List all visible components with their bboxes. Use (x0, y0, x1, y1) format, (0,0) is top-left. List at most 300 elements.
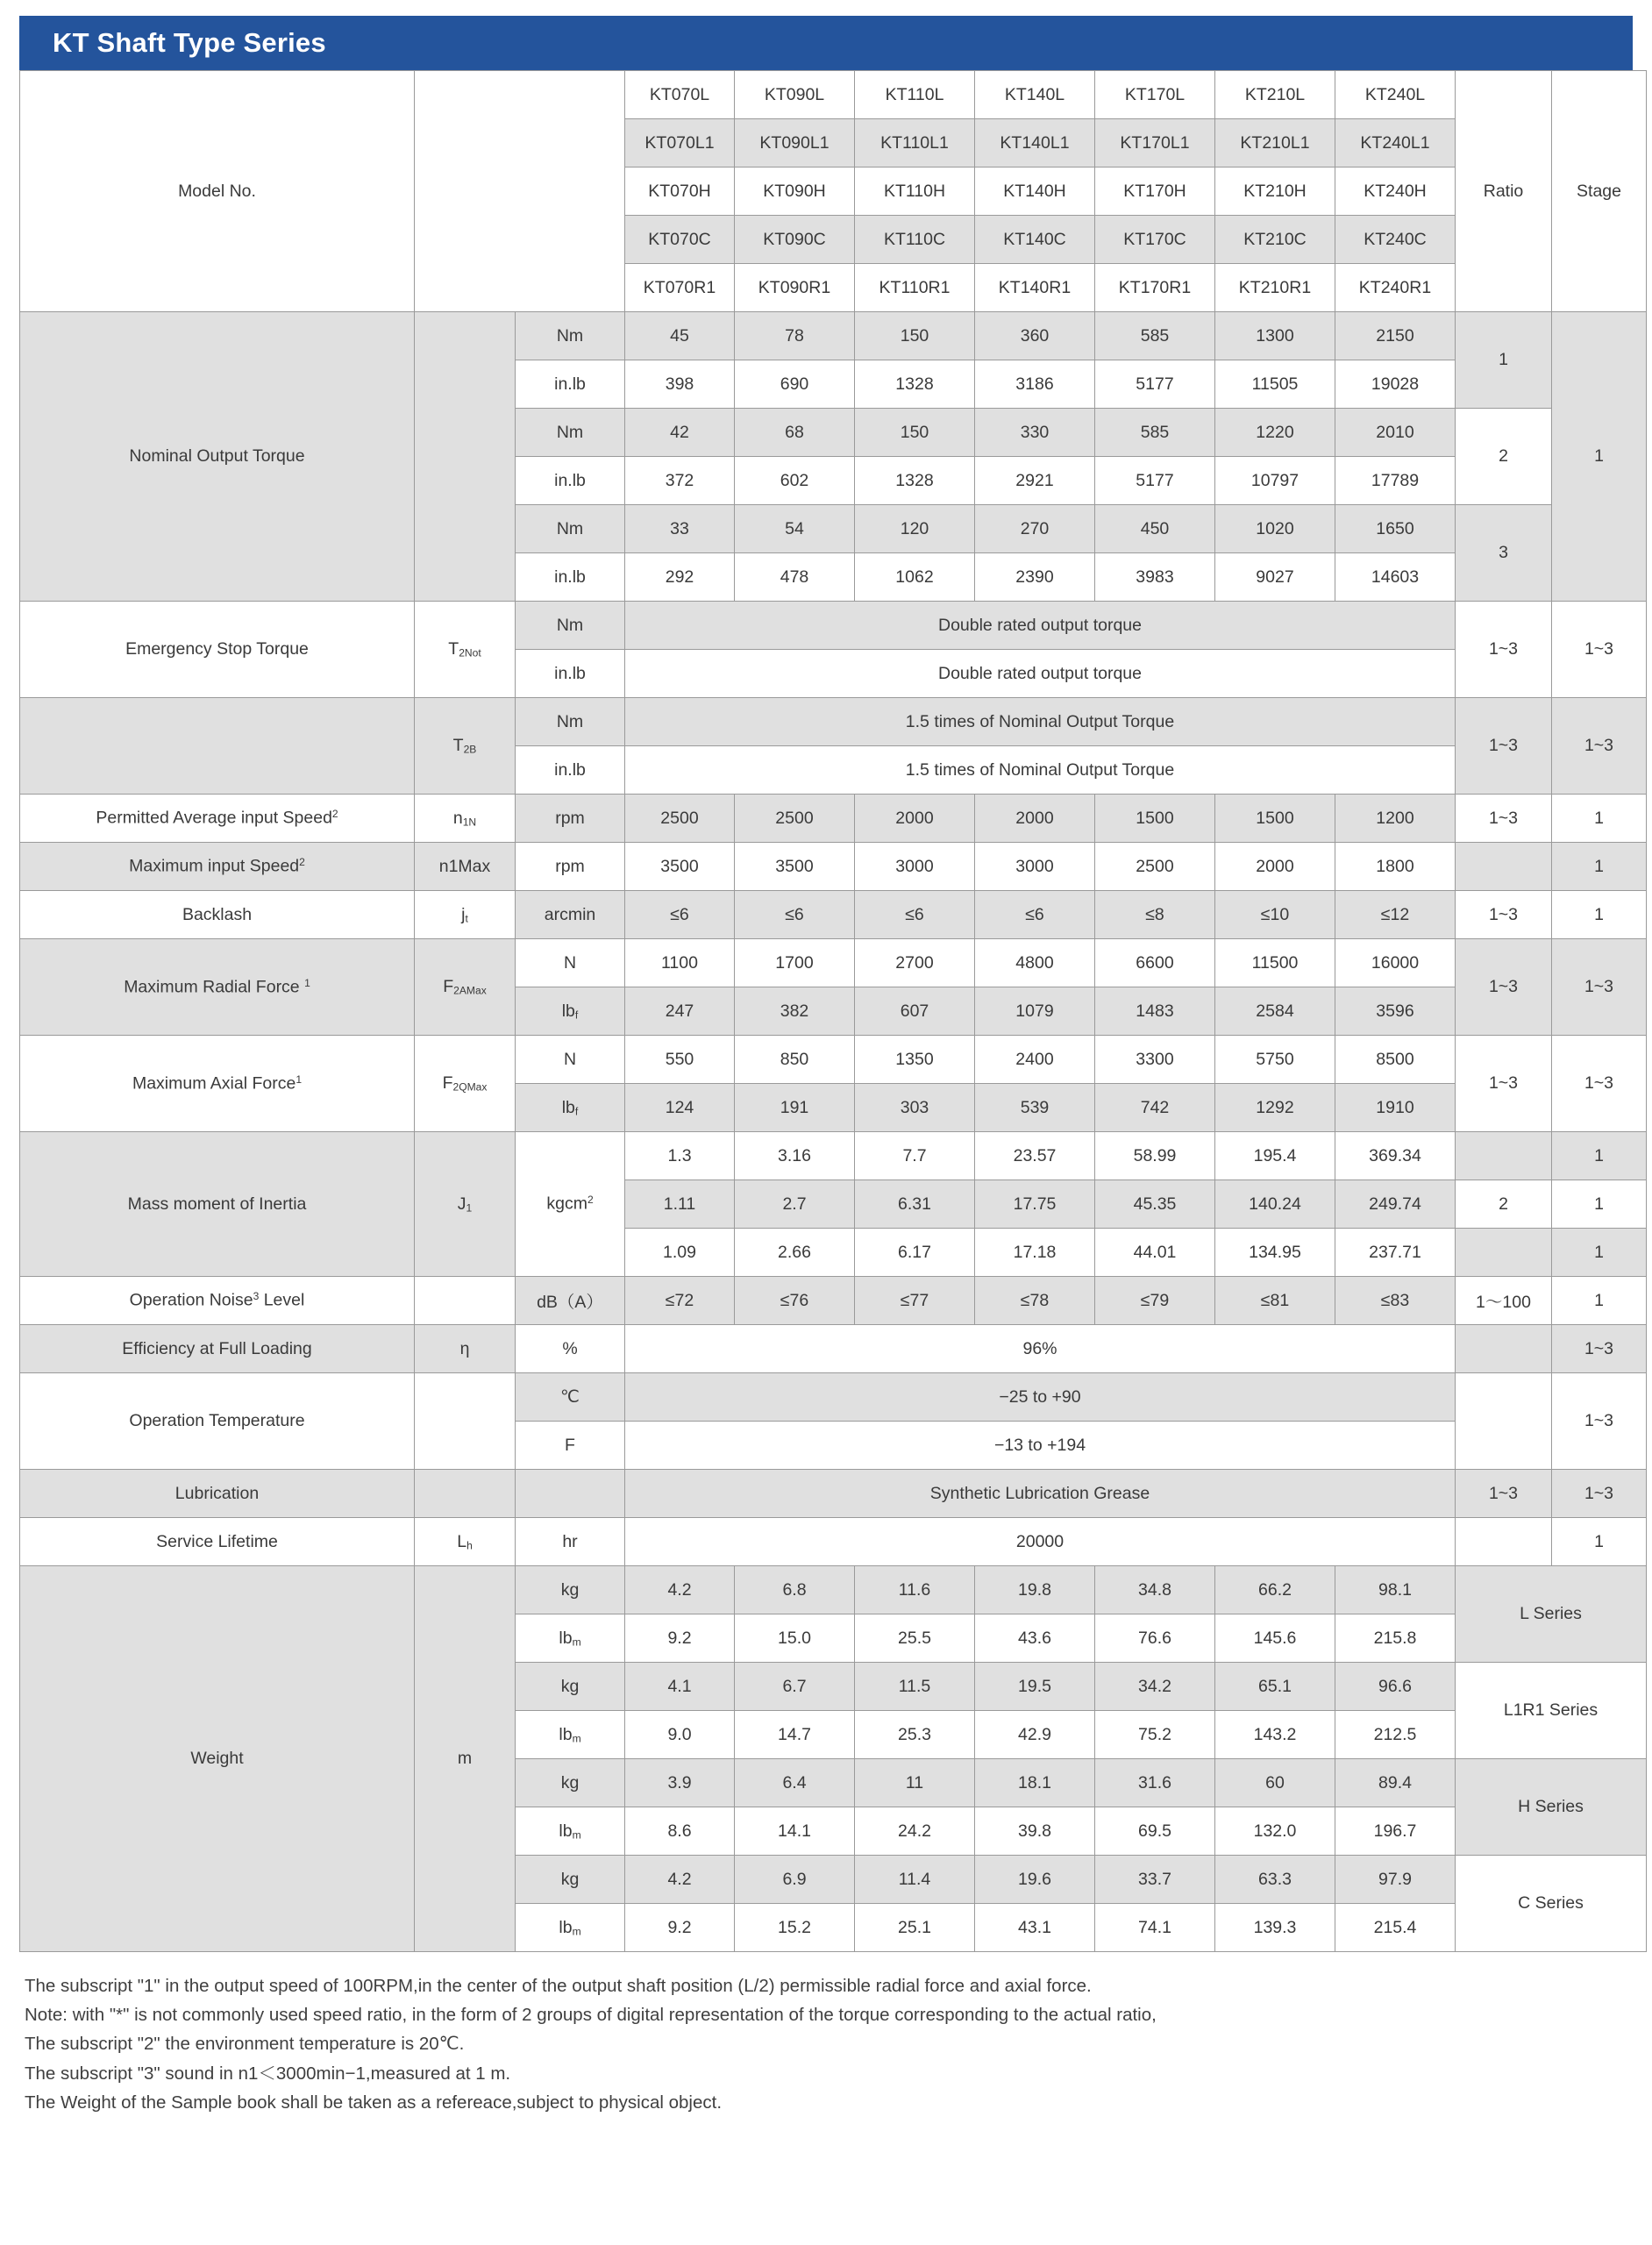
ratio-cell: 1~3 (1456, 891, 1552, 939)
data-cell: 2921 (975, 457, 1095, 505)
t2b-value-inlb: 1.5 times of Nominal Output Torque (625, 746, 1456, 795)
data-cell: 2500 (735, 795, 855, 843)
data-cell: 17789 (1335, 457, 1456, 505)
data-cell: 43.1 (975, 1904, 1095, 1952)
footnote-item: The subscript "3" sound in n1＜3000min−1,measured at 1 m. (25, 2063, 511, 2084)
data-cell: 270 (975, 505, 1095, 553)
data-cell: 23.57 (975, 1132, 1095, 1180)
unit-subscript: f (574, 1105, 579, 1118)
model-cell: KT090H (735, 167, 855, 216)
efficiency-value: 96% (625, 1325, 1456, 1373)
model-cell: KT070R1 (625, 264, 735, 312)
data-cell: 249.74 (1335, 1180, 1456, 1229)
data-cell: 25.3 (855, 1711, 975, 1759)
data-cell: 9.2 (625, 1904, 735, 1952)
t2b-label (20, 698, 415, 795)
model-cell: KT210H (1215, 167, 1335, 216)
model-no-label: Model No. (20, 71, 415, 312)
stage-cell: 1~3 (1552, 1470, 1647, 1518)
data-cell: 8.6 (625, 1807, 735, 1856)
data-cell: ≤76 (735, 1277, 855, 1325)
symbol-subscript: 2B (463, 743, 477, 756)
unit-cell: in.lb (516, 746, 625, 795)
footnote-item: The subscript "1" in the output speed of 100RPM,in the center of the output shaft position (L/2) permissible radial force and axial force. (25, 1976, 1092, 1996)
specification-table (19, 70, 1647, 1952)
model-cell: KT170L1 (1095, 119, 1215, 167)
weight-series-label: C Series (1456, 1856, 1647, 1952)
model-cell: KT240L1 (1335, 119, 1456, 167)
ratio-cell: 1~3 (1456, 1036, 1552, 1132)
data-cell: 602 (735, 457, 855, 505)
data-cell: 1220 (1215, 409, 1335, 457)
unit-cell: Nm (516, 505, 625, 553)
data-cell: 89.4 (1335, 1759, 1456, 1807)
data-cell: 74.1 (1095, 1904, 1215, 1952)
max-radial-force-row-n (20, 939, 1647, 987)
stage-cell: 1 (1552, 1132, 1647, 1180)
unit-cell: $lb_f$ (516, 1084, 625, 1132)
max-input-speed-symbol: n1Max (415, 843, 516, 891)
data-cell: 1.3 (625, 1132, 735, 1180)
data-cell: 11.5 (855, 1663, 975, 1711)
operation-temperature-value-f: −13 to +194 (625, 1422, 1456, 1470)
data-cell: 2500 (625, 795, 735, 843)
data-cell: 585 (1095, 409, 1215, 457)
model-cell: KT070L1 (625, 119, 735, 167)
data-cell: 215.8 (1335, 1614, 1456, 1663)
data-cell: 1020 (1215, 505, 1335, 553)
data-cell: 1483 (1095, 987, 1215, 1036)
data-cell: 9027 (1215, 553, 1335, 602)
stage-cell: 1 (1552, 312, 1647, 602)
ratio-cell (1456, 1373, 1552, 1470)
data-cell: ≤78 (975, 1277, 1095, 1325)
data-cell: 360 (975, 312, 1095, 360)
data-cell: 76.6 (1095, 1614, 1215, 1663)
emergency-stop-torque-value-inlb: Double rated output torque (625, 650, 1456, 698)
max-axial-force-label (20, 1036, 415, 1132)
ratio-cell: 2 (1456, 1180, 1552, 1229)
data-cell: 3500 (625, 843, 735, 891)
data-cell: 45 (625, 312, 735, 360)
unit-cell: arcmin (516, 891, 625, 939)
data-cell: 1800 (1335, 843, 1456, 891)
unit-cell: $lb_f$ (516, 987, 625, 1036)
unit-cell: Nm (516, 312, 625, 360)
ratio-cell: 2 (1456, 409, 1552, 505)
data-cell: 2700 (855, 939, 975, 987)
data-cell: 11500 (1215, 939, 1335, 987)
data-cell: 150 (855, 312, 975, 360)
page-title-bar (19, 16, 1633, 70)
ratio-cell: 1～100 (1456, 1277, 1552, 1325)
data-cell: 2000 (975, 795, 1095, 843)
data-cell: 14603 (1335, 553, 1456, 602)
data-cell: 4800 (975, 939, 1095, 987)
data-cell: 369.34 (1335, 1132, 1456, 1180)
data-cell: 478 (735, 553, 855, 602)
unit-cell: kg (516, 1856, 625, 1904)
data-cell: 10797 (1215, 457, 1335, 505)
unit-cell: in.lb (516, 360, 625, 409)
data-cell: 292 (625, 553, 735, 602)
operation-noise-label (20, 1277, 415, 1325)
data-cell: 14.7 (735, 1711, 855, 1759)
data-cell: 1.09 (625, 1229, 735, 1277)
data-cell: 6.7 (735, 1663, 855, 1711)
operation-temperature-symbol (415, 1373, 516, 1470)
lubrication-symbol (415, 1470, 516, 1518)
unit-cell: kg (516, 1566, 625, 1614)
data-cell: 2500 (1095, 843, 1215, 891)
lubrication-row (20, 1470, 1647, 1518)
model-cell: KT110C (855, 216, 975, 264)
stage-cell: 1 (1552, 795, 1647, 843)
unit-cell: rpm (516, 843, 625, 891)
model-cell: KT170H (1095, 167, 1215, 216)
data-cell: 2584 (1215, 987, 1335, 1036)
ratio-cell: 1~3 (1456, 795, 1552, 843)
data-cell: 18.1 (975, 1759, 1095, 1807)
model-cell: KT070H (625, 167, 735, 216)
data-cell: ≤77 (855, 1277, 975, 1325)
data-cell: 42.9 (975, 1711, 1095, 1759)
unit-cell: F (516, 1422, 625, 1470)
data-cell: 11505 (1215, 360, 1335, 409)
data-cell: 19.6 (975, 1856, 1095, 1904)
label-text: Operation Noise (129, 1290, 253, 1310)
model-cell: KT070C (625, 216, 735, 264)
unit-cell: kgcm$^2$ (516, 1132, 625, 1277)
unit-subscript: m (572, 1732, 581, 1745)
data-cell: 2.7 (735, 1180, 855, 1229)
unit-cell: $lb_m$ (516, 1904, 625, 1952)
data-cell: 15.2 (735, 1904, 855, 1952)
ratio-header: Ratio (1456, 71, 1552, 312)
data-cell: 607 (855, 987, 975, 1036)
stage-cell: 1 (1552, 1180, 1647, 1229)
data-cell: 585 (1095, 312, 1215, 360)
data-cell: 742 (1095, 1084, 1215, 1132)
data-cell: ≤6 (855, 891, 975, 939)
data-cell: 6.17 (855, 1229, 975, 1277)
data-cell: 191 (735, 1084, 855, 1132)
data-cell: 98.1 (1335, 1566, 1456, 1614)
data-cell: 303 (855, 1084, 975, 1132)
stage-header: Stage (1552, 71, 1647, 312)
operation-noise-row (20, 1277, 1647, 1325)
data-cell: ≤6 (975, 891, 1095, 939)
data-cell: 33.7 (1095, 1856, 1215, 1904)
data-cell: 2150 (1335, 312, 1456, 360)
data-cell: 39.8 (975, 1807, 1095, 1856)
data-cell: 195.4 (1215, 1132, 1335, 1180)
max-input-speed-label (20, 843, 415, 891)
weight-row-l-kg (20, 1566, 1647, 1614)
footnote-item: The subscript "2" the environment temperature is 20℃. (25, 2034, 465, 2055)
data-cell: ≤6 (625, 891, 735, 939)
efficiency-label: Efficiency at Full Loading (20, 1325, 415, 1373)
unit-cell: $lb_m$ (516, 1614, 625, 1663)
data-cell: 2000 (1215, 843, 1335, 891)
data-cell: 382 (735, 987, 855, 1036)
data-cell: 550 (625, 1036, 735, 1084)
unit-cell: $lb_m$ (516, 1711, 625, 1759)
stage-cell: 1~3 (1552, 939, 1647, 1036)
data-cell: 1300 (1215, 312, 1335, 360)
model-cell: KT240H (1335, 167, 1456, 216)
unit-cell: in.lb (516, 553, 625, 602)
symbol-subscript: 2AMax (453, 984, 487, 997)
data-cell: 6600 (1095, 939, 1215, 987)
symbol-subscript: 1 (466, 1201, 473, 1215)
data-cell: 25.5 (855, 1614, 975, 1663)
ratio-cell (1456, 1518, 1552, 1566)
data-cell: 4.1 (625, 1663, 735, 1711)
data-cell: 45.35 (1095, 1180, 1215, 1229)
data-cell: 450 (1095, 505, 1215, 553)
model-cell: KT210R1 (1215, 264, 1335, 312)
data-cell: 1700 (735, 939, 855, 987)
label-superscript: 1 (296, 1073, 303, 1086)
emergency-stop-torque-row-nm (20, 602, 1647, 650)
data-cell: 11.4 (855, 1856, 975, 1904)
data-cell: 42 (625, 409, 735, 457)
stage-cell: 1 (1552, 1277, 1647, 1325)
model-cell: KT070L (625, 71, 735, 119)
efficiency-row (20, 1325, 1647, 1373)
data-cell: 44.01 (1095, 1229, 1215, 1277)
stage-cell: 1 (1552, 1518, 1647, 1566)
backlash-label: Backlash (20, 891, 415, 939)
data-cell: 9.0 (625, 1711, 735, 1759)
data-cell: 75.2 (1095, 1711, 1215, 1759)
data-cell: 3186 (975, 360, 1095, 409)
model-cell: KT110H (855, 167, 975, 216)
data-cell: 372 (625, 457, 735, 505)
label-superscript: 2 (299, 856, 305, 869)
data-cell: 54 (735, 505, 855, 553)
label-superscript: 2 (331, 808, 338, 821)
data-cell: 140.24 (1215, 1180, 1335, 1229)
data-cell: 1200 (1335, 795, 1456, 843)
mass-moment-inertia-row-0 (20, 1132, 1647, 1180)
data-cell: 690 (735, 360, 855, 409)
ratio-cell (1456, 1132, 1552, 1180)
ratio-cell: 1~3 (1456, 698, 1552, 795)
data-cell: 215.4 (1335, 1904, 1456, 1952)
data-cell: 58.99 (1095, 1132, 1215, 1180)
data-cell: 4.2 (625, 1856, 735, 1904)
data-cell: 69.5 (1095, 1807, 1215, 1856)
data-cell: 15.0 (735, 1614, 855, 1663)
data-cell: 2390 (975, 553, 1095, 602)
data-cell: ≤72 (625, 1277, 735, 1325)
symbol-subscript: 1N (462, 816, 477, 829)
data-cell: 8500 (1335, 1036, 1456, 1084)
model-cell: KT240C (1335, 216, 1456, 264)
data-cell: 60 (1215, 1759, 1335, 1807)
model-cell: KT110L (855, 71, 975, 119)
max-radial-force-symbol: $F_{2AMax}$ (415, 939, 516, 1036)
footnote-item: The Weight of the Sample book shall be taken as a refereace,subject to physical object. (25, 2092, 723, 2113)
data-cell: 43.6 (975, 1614, 1095, 1663)
weight-series-label: L1R1 Series (1456, 1663, 1647, 1759)
operation-temperature-label: Operation Temperature (20, 1373, 415, 1470)
data-cell: 25.1 (855, 1904, 975, 1952)
data-cell: 134.95 (1215, 1229, 1335, 1277)
model-header-spacer (415, 71, 625, 312)
unit-cell: $lb_m$ (516, 1807, 625, 1856)
unit-subscript: m (572, 1828, 581, 1842)
model-cell: KT140C (975, 216, 1095, 264)
data-cell: 97.9 (1335, 1856, 1456, 1904)
max-axial-force-symbol: $F_{2QMax}$ (415, 1036, 516, 1132)
stage-cell: 1 (1552, 843, 1647, 891)
emergency-stop-torque-value-nm: Double rated output torque (625, 602, 1456, 650)
lubrication-value: Synthetic Lubrication Grease (625, 1470, 1456, 1518)
data-cell: 16000 (1335, 939, 1456, 987)
model-cell: KT090R1 (735, 264, 855, 312)
t2b-value-nm: 1.5 times of Nominal Output Torque (625, 698, 1456, 746)
lubrication-label: Lubrication (20, 1470, 415, 1518)
model-cell: KT140L (975, 71, 1095, 119)
data-cell: 3500 (735, 843, 855, 891)
data-cell: 78 (735, 312, 855, 360)
stage-cell: 1~3 (1552, 1325, 1647, 1373)
mass-moment-inertia-symbol: $J_1$ (415, 1132, 516, 1277)
data-cell: 68 (735, 409, 855, 457)
data-cell: 24.2 (855, 1807, 975, 1856)
unit-subscript: m (572, 1925, 581, 1938)
data-cell: 19.5 (975, 1663, 1095, 1711)
label-text: Permitted Average input Speed (96, 808, 332, 828)
data-cell: 34.2 (1095, 1663, 1215, 1711)
data-cell: 63.3 (1215, 1856, 1335, 1904)
unit-subscript: f (574, 1008, 579, 1022)
data-cell: 145.6 (1215, 1614, 1335, 1663)
t2b-symbol: $T_{2B}$ (415, 698, 516, 795)
weight-series-label: H Series (1456, 1759, 1647, 1856)
data-cell: 196.7 (1335, 1807, 1456, 1856)
service-lifetime-row (20, 1518, 1647, 1566)
data-cell: 6.4 (735, 1759, 855, 1807)
data-cell: 17.75 (975, 1180, 1095, 1229)
data-cell: 1292 (1215, 1084, 1335, 1132)
data-cell: 1079 (975, 987, 1095, 1036)
data-cell: 9.2 (625, 1614, 735, 1663)
unit-cell: in.lb (516, 650, 625, 698)
data-cell: 96.6 (1335, 1663, 1456, 1711)
model-row-0 (20, 71, 1647, 119)
stage-cell: 1~3 (1552, 1373, 1647, 1470)
data-cell: 5177 (1095, 457, 1215, 505)
data-cell: 247 (625, 987, 735, 1036)
data-cell: 65.1 (1215, 1663, 1335, 1711)
model-cell: KT110L1 (855, 119, 975, 167)
model-cell: KT090L1 (735, 119, 855, 167)
data-cell: 1910 (1335, 1084, 1456, 1132)
ratio-cell: 1~3 (1456, 1470, 1552, 1518)
data-cell: 6.8 (735, 1566, 855, 1614)
ratio-cell: 1~3 (1456, 602, 1552, 698)
model-cell: KT170L (1095, 71, 1215, 119)
stage-cell: 1~3 (1552, 602, 1647, 698)
data-cell: 1500 (1215, 795, 1335, 843)
ratio-cell: 3 (1456, 505, 1552, 602)
permitted-avg-speed-row (20, 795, 1647, 843)
data-cell: ≤83 (1335, 1277, 1456, 1325)
model-cell: KT140L1 (975, 119, 1095, 167)
data-cell: 2.66 (735, 1229, 855, 1277)
unit-cell: N (516, 1036, 625, 1084)
data-cell: 3.9 (625, 1759, 735, 1807)
data-cell: 6.31 (855, 1180, 975, 1229)
nominal-output-torque-label: Nominal Output Torque (20, 312, 415, 602)
footnotes (19, 1971, 1633, 2117)
data-cell: 120 (855, 505, 975, 553)
data-cell: ≤8 (1095, 891, 1215, 939)
data-cell: 3.16 (735, 1132, 855, 1180)
data-cell: ≤12 (1335, 891, 1456, 939)
data-cell: 539 (975, 1084, 1095, 1132)
max-radial-force-label (20, 939, 415, 1036)
model-cell: KT170R1 (1095, 264, 1215, 312)
unit-subscript: m (572, 1636, 581, 1649)
weight-label: Weight (20, 1566, 415, 1952)
unit-cell: % (516, 1325, 625, 1373)
data-cell: 11 (855, 1759, 975, 1807)
model-cell: KT090L (735, 71, 855, 119)
data-cell: 237.71 (1335, 1229, 1456, 1277)
permitted-avg-speed-label (20, 795, 415, 843)
data-cell: 14.1 (735, 1807, 855, 1856)
model-cell: KT110R1 (855, 264, 975, 312)
data-cell: ≤6 (735, 891, 855, 939)
efficiency-symbol: η (415, 1325, 516, 1373)
weight-series-label: L Series (1456, 1566, 1647, 1663)
data-cell: 139.3 (1215, 1904, 1335, 1952)
service-lifetime-value: 20000 (625, 1518, 1456, 1566)
unit-cell: Nm (516, 409, 625, 457)
data-cell: 34.8 (1095, 1566, 1215, 1614)
stage-cell: 1 (1552, 891, 1647, 939)
ratio-cell: 1 (1456, 312, 1552, 409)
label-superscript: 1 (304, 976, 310, 989)
unit-cell: kg (516, 1663, 625, 1711)
data-cell: 66.2 (1215, 1566, 1335, 1614)
data-cell: ≤79 (1095, 1277, 1215, 1325)
ratio-cell (1456, 843, 1552, 891)
data-cell: ≤10 (1215, 891, 1335, 939)
ratio-cell: 1~3 (1456, 939, 1552, 1036)
data-cell: 5750 (1215, 1036, 1335, 1084)
data-cell: 1500 (1095, 795, 1215, 843)
backlash-symbol: $j_t$ (415, 891, 516, 939)
backlash-row (20, 891, 1647, 939)
data-cell: 1.11 (625, 1180, 735, 1229)
data-cell: 1328 (855, 457, 975, 505)
model-cell: KT240L (1335, 71, 1456, 119)
model-cell: KT210C (1215, 216, 1335, 264)
data-cell: 6.9 (735, 1856, 855, 1904)
unit-cell: Nm (516, 602, 625, 650)
stage-cell: 1~3 (1552, 1036, 1647, 1132)
ratio-cell (1456, 1325, 1552, 1373)
max-axial-force-row-n (20, 1036, 1647, 1084)
data-cell: 1350 (855, 1036, 975, 1084)
unit-cell: ℃ (516, 1373, 625, 1422)
